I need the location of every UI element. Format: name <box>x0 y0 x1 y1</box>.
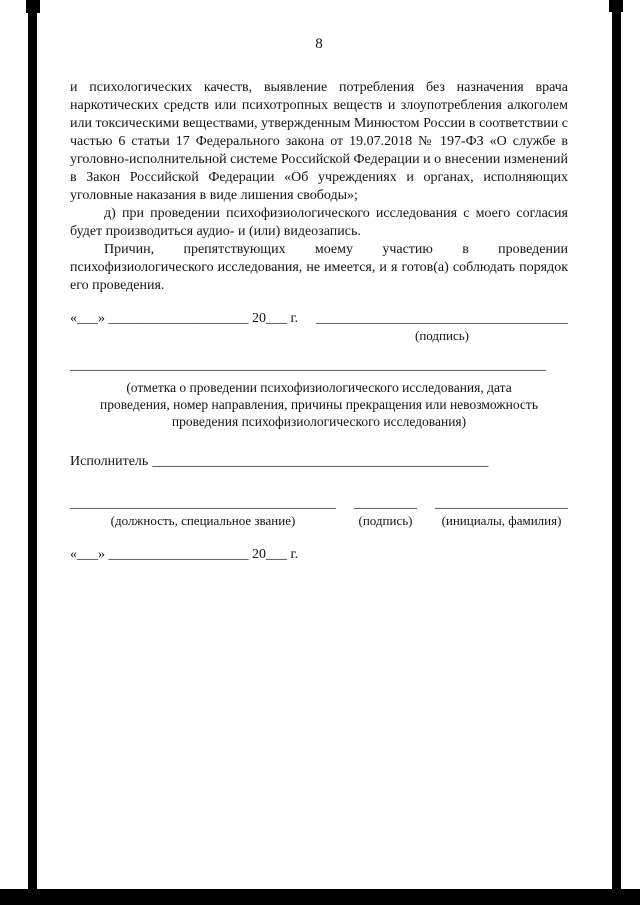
executor-blank-line: ________________________________________________ <box>152 454 489 469</box>
position-caption: (должность, специальное звание) <box>110 513 296 528</box>
mark-caption: (отметка о проведении психофизиологического исследования, дата проведения, номер направления, причины прекращения или невозможность проведения психофизиологического исследования) <box>100 380 538 429</box>
executor-row <box>70 454 568 470</box>
final-date-line: «___» ____________________ 20___ г. <box>70 547 299 562</box>
mark-blank-line: ____________________________________________________________________ <box>70 358 546 373</box>
date-blank-line: «___» ____________________ 20___ г. <box>70 311 299 326</box>
page-number: 8 <box>315 36 323 52</box>
name-caption: (инициалы, фамилия) <box>441 513 562 528</box>
paragraph-law-reference: и психологических качеств, выявление потребления без назначения врача наркотических средств или психотропных веществ и злоупотребления алкоголем или токсическими веществами, утвержденным Минюстом России в соответствии с частью 6 статьи 17 Федерального закона от 19.07.2018 № 197-ФЗ «О службе в уголовно-исполнительной системе Российской Федерации и о внесении изменений в Закон Российской Федерации «Об учреждениях и органах, исполняющих уголовные наказания в виде лишения свободы»; <box>70 80 568 203</box>
examination-mark-section <box>70 358 568 430</box>
name-field <box>435 496 568 529</box>
position-field <box>70 496 336 529</box>
executor-signature-field <box>354 496 417 529</box>
signature-caption: (подпись) <box>415 328 469 343</box>
scan-edge-bottom <box>0 889 640 905</box>
signature-blank-line: ____________________________________ <box>316 311 568 326</box>
name-blank-line: ___________________ <box>435 496 568 511</box>
position-blank-line: ______________________________________ <box>70 496 336 511</box>
executor-signature-blank-line: _________ <box>354 496 417 511</box>
paragraph-no-obstacles: Причин, препятствующих моему участию в проведении психофизиологического исследования, не имеется, и я готов(а) соблюдать порядок его проведения. <box>70 242 568 293</box>
signature-field <box>316 311 568 344</box>
executor-signature-caption: (подпись) <box>358 513 413 528</box>
executor-label: Исполнитель <box>70 454 149 469</box>
executor-signature-row <box>70 496 568 529</box>
paragraph-item-d-recording: д) при проведении психофизиологического исследования с моего согласия будет производиться аудио- и (или) видеозапись. <box>70 206 568 239</box>
date-and-signature-row <box>70 311 568 344</box>
